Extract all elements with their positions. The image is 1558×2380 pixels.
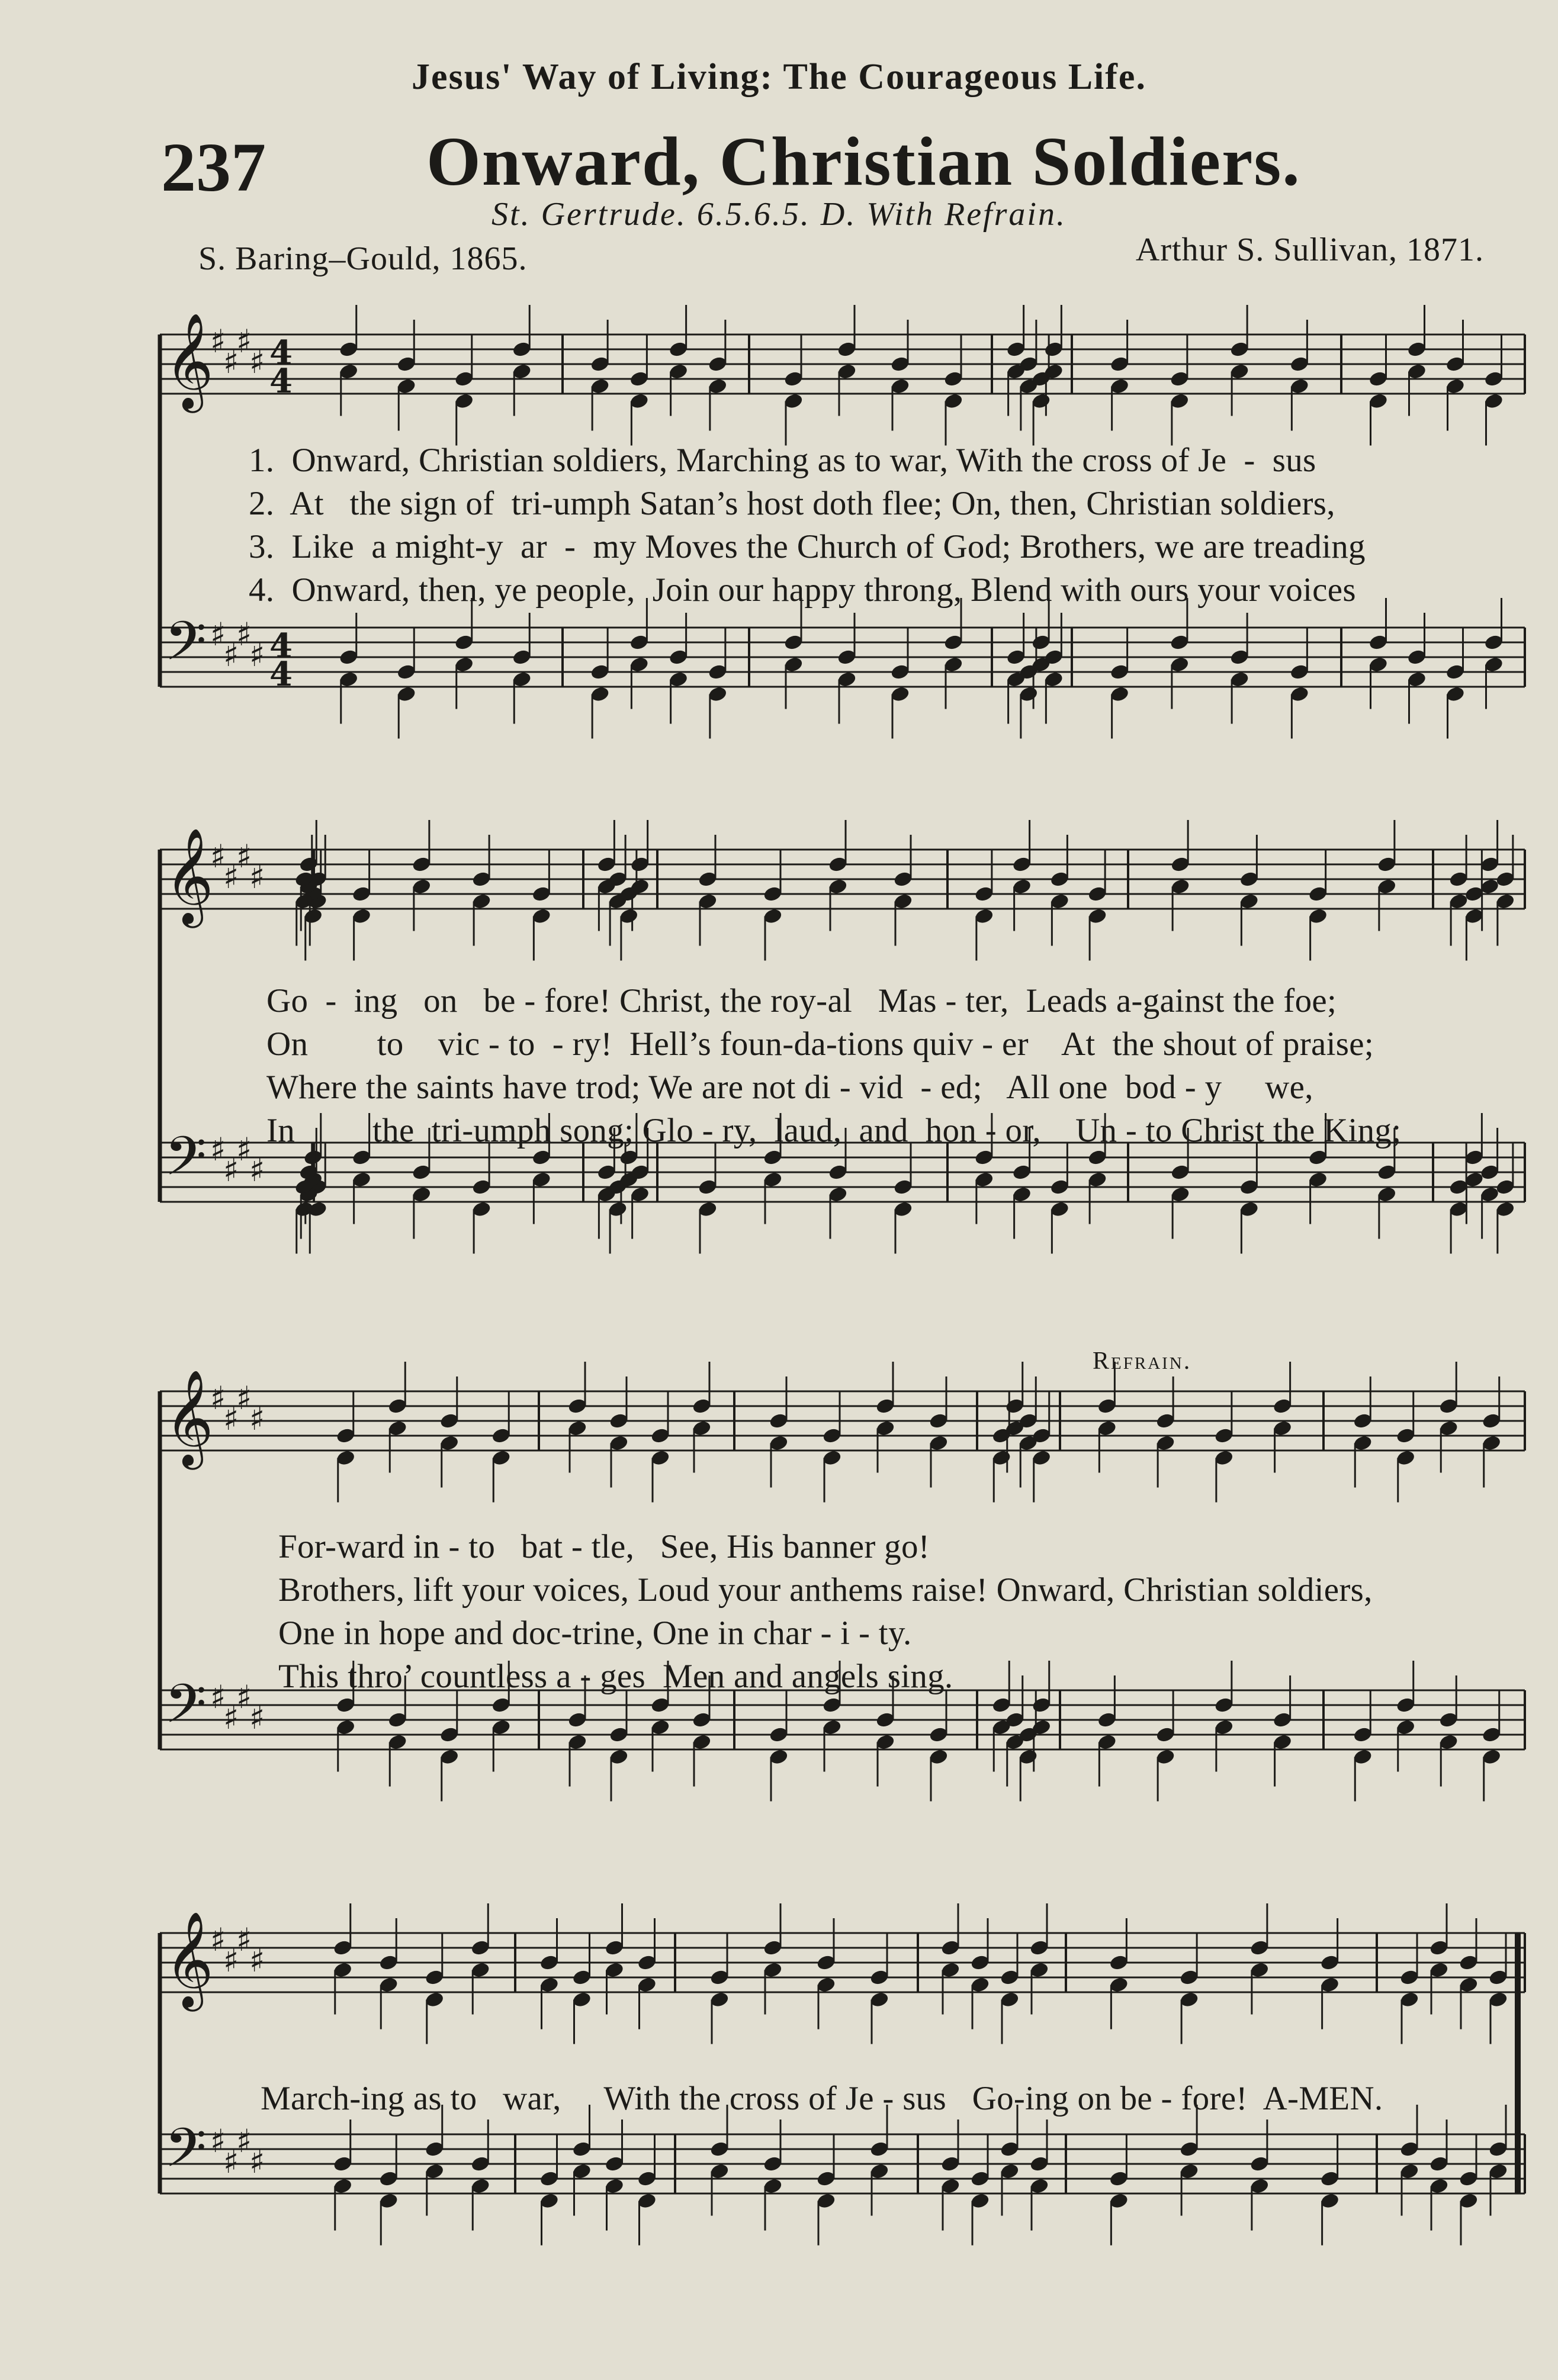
sharp-sign: ♯ (236, 1131, 252, 1168)
sharp-sign: ♯ (236, 1379, 252, 1417)
sharp-sign: ♯ (210, 838, 226, 875)
sharp-sign: ♯ (210, 2122, 226, 2160)
sharp-sign: ♯ (210, 616, 226, 653)
author-credit: S. Baring–Gould, 1865. (198, 240, 528, 277)
hymn-title: Onward, Christian Soldiers. (426, 123, 1301, 200)
time-signature: 4 (269, 333, 293, 372)
sharp-sign: ♯ (249, 858, 265, 896)
bass-clef: 𝄢 (165, 610, 207, 686)
lyric-line: Where the saints have trod; We are not di - vid - ed; All one bod - y we, (266, 1069, 1313, 1106)
sharp-sign: ♯ (249, 1152, 265, 1189)
sharp-sign: ♯ (236, 616, 252, 653)
sharp-sign: ♯ (236, 1921, 252, 1958)
sharp-sign: ♯ (223, 1152, 239, 1189)
sharp-sign: ♯ (210, 1678, 226, 1716)
treble-clef: 𝄞 (165, 828, 214, 924)
staff-lines (160, 335, 1525, 2194)
sharp-sign: ♯ (210, 1379, 226, 1417)
lyric-line: In the tri-umph song; Glo - ry, laud, and hon - or, Un - to Christ the King; (266, 1112, 1402, 1149)
sharp-sign: ♯ (223, 2143, 239, 2180)
lyric-line: This thro’ countless a - ges Men and angels sing. (278, 1658, 953, 1695)
sharp-sign: ♯ (236, 838, 252, 875)
lyric-line: Go - ing on be - fore! Christ, the roy-al Mas - ter, Leads a-gainst the foe; (266, 982, 1337, 1019)
note-heads (294, 305, 1515, 2246)
sharp-sign: ♯ (249, 1942, 265, 1979)
lyric-line: 4. Onward, then, ye people, Join our happy throng, Blend with ours your voices (249, 571, 1356, 609)
lyric-line: 3. Like a might-y ar - my Moves the Church of God; Brothers, we are treading (249, 528, 1366, 565)
sharp-sign: ♯ (236, 1678, 252, 1716)
sharp-sign: ♯ (249, 2143, 265, 2180)
sharp-sign: ♯ (223, 1400, 239, 1437)
lyric-line: 1. Onward, Christian soldiers, Marching as to war, With the cross of Je - sus (249, 442, 1316, 479)
lyric-line: 2. At the sign of tri-umph Satan’s host doth flee; On, then, Christian soldiers, (249, 485, 1335, 522)
sharp-sign: ♯ (223, 1942, 239, 1979)
sharp-sign: ♯ (249, 1400, 265, 1437)
section-title: Jesus' Way of Living: The Courageous Life. (412, 57, 1146, 97)
sharp-sign: ♯ (210, 1921, 226, 1958)
sharp-sign: ♯ (223, 1699, 239, 1736)
treble-clef: 𝄞 (165, 1911, 214, 2008)
refrain-label: Refrain. (1093, 1347, 1192, 1375)
clef-and-signature (165, 313, 293, 2192)
time-signature: 4 (269, 626, 293, 665)
bass-clef: 𝄢 (165, 1673, 207, 1748)
treble-clef: 𝄞 (165, 1369, 214, 1466)
tune-line: St. Gertrude. 6.5.6.5. D. With Refrain. (492, 196, 1066, 233)
sharp-sign: ♯ (223, 636, 239, 674)
sharp-sign: ♯ (223, 343, 239, 381)
lyric-line: March-ing as to war, With the cross of Je - sus Go-ing on be - fore! A-MEN. (261, 2080, 1383, 2117)
sharp-sign: ♯ (249, 636, 265, 674)
hymn-number: 237 (161, 128, 266, 206)
sharp-sign: ♯ (236, 2122, 252, 2160)
lyric-line: Brothers, lift your voices, Loud your anthems raise! Onward, Christian soldiers, (278, 1571, 1373, 1609)
sharp-sign: ♯ (249, 1699, 265, 1736)
lyric-line: One in hope and doc-trine, One in char - i - ty. (278, 1614, 912, 1652)
time-signature: 4 (269, 362, 293, 401)
sharp-sign: ♯ (210, 323, 226, 360)
bass-clef: 𝄢 (165, 1125, 207, 1201)
lyric-line: For-ward in - to bat - tle, See, His banner go! (278, 1528, 930, 1565)
time-signature: 4 (269, 655, 293, 694)
bass-clef: 𝄢 (165, 2117, 207, 2192)
composer-credit: Arthur S. Sullivan, 1871. (1135, 231, 1484, 268)
sharp-sign: ♯ (223, 858, 239, 896)
treble-clef: 𝄞 (165, 313, 214, 409)
sharp-sign: ♯ (249, 343, 265, 381)
lyric-line: On to vic - to - ry! Hell’s foun-da-tions quiv - er At the shout of praise; (266, 1025, 1374, 1063)
sharp-sign: ♯ (210, 1131, 226, 1168)
sharp-sign: ♯ (236, 323, 252, 360)
